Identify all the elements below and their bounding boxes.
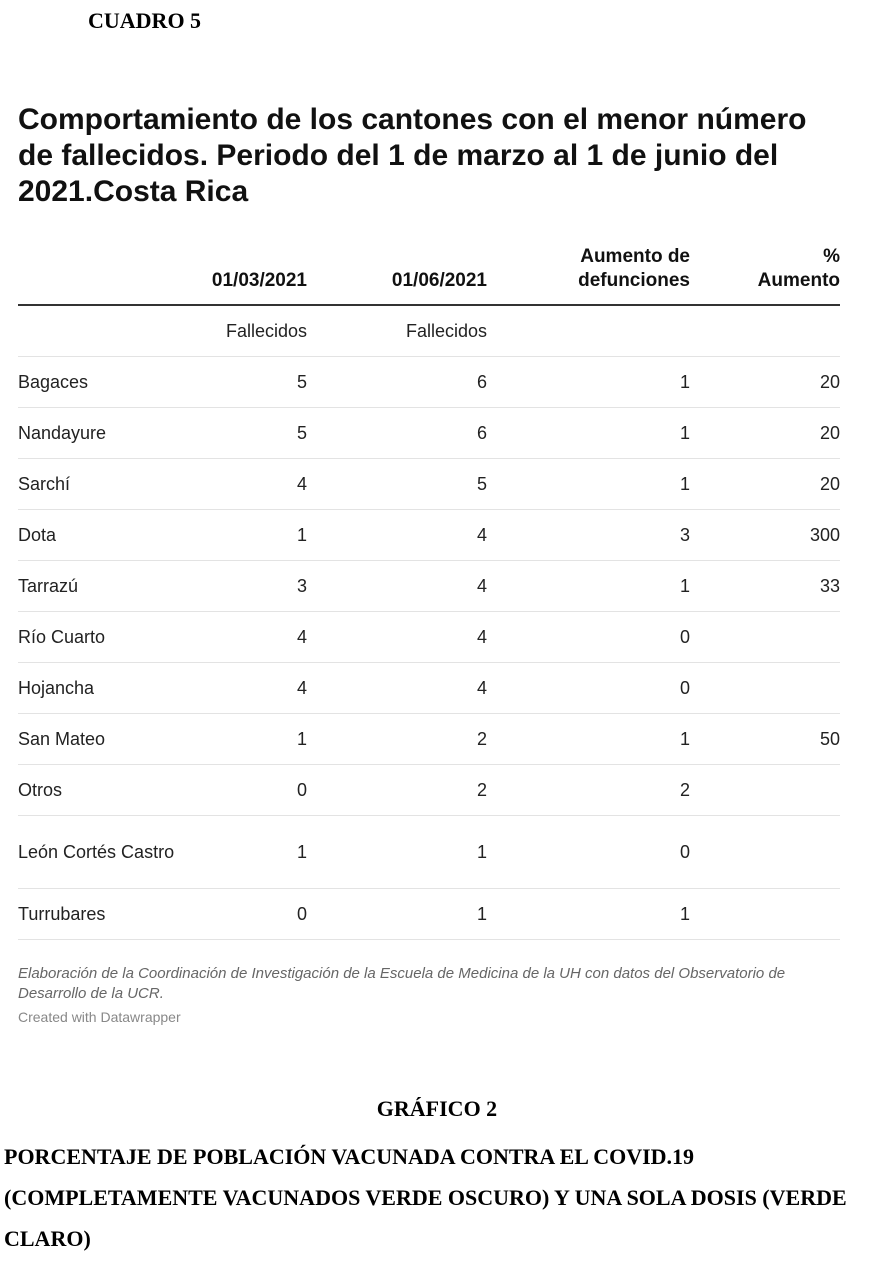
deaths-end-value: 1 [476,903,487,924]
source-note: Elaboración de la Coordinación de Investigación de la Escuela de Medicina de la UH con datos del Observatorio de Desarrollo de la UCR. [18,965,786,1002]
grafico-title: PORCENTAJE DE POBLACIÓN VACUNADA CONTRA EL COVID.19 (COMPLETAMENTE VACUNADOS VERDE OSCURO) Y UNA SOLA DOSIS (VERDE CLARO) [4,1144,847,1251]
table-row [18,714,840,765]
deaths-start-value: 0 [296,779,307,800]
header-percent-line2: Aumento [757,270,840,291]
canton-name: Turrubares [18,904,106,924]
canton-name: León Cortés Castro [18,842,175,862]
table-row [18,408,840,459]
table-row [18,459,840,510]
canton-name: Otros [18,780,63,800]
header-percent-increase [718,245,840,293]
increase-value: 0 [679,841,690,862]
deaths-start-value: 5 [296,422,307,443]
deaths-end-value: 2 [476,779,487,800]
deaths-start-value: 0 [296,903,307,924]
table-row [18,612,840,663]
deaths-start-value: 3 [296,575,307,596]
canton-name: Hojancha [18,678,95,698]
table-row [18,663,840,714]
header-increase-deaths [548,245,690,293]
canton-name: San Mateo [18,729,106,749]
data-table [18,240,840,940]
header-increase-line2: defunciones [578,270,690,291]
table-row [18,510,840,561]
increase-value: 1 [679,903,690,924]
subheader-deaths-start: Fallecidos [225,320,307,341]
deaths-start-value: 4 [296,473,307,494]
increase-value: 1 [679,422,690,443]
increase-value: 1 [679,371,690,392]
canton-name: Tarrazú [18,576,79,596]
percent-increase-value: 20 [819,371,840,392]
table-row [18,816,840,889]
cuadro-label: CUADRO 5 [88,8,202,33]
canton-name: Sarchí [18,474,71,494]
deaths-end-value: 5 [476,473,487,494]
deaths-end-value: 4 [476,677,487,698]
percent-increase-value [718,816,840,888]
increase-value: 2 [679,779,690,800]
subheader-deaths-end: Fallecidos [405,320,487,341]
percent-increase-value: 20 [819,473,840,494]
datawrapper-credit: Created with Datawrapper [18,1009,181,1025]
percent-increase-value: 33 [819,575,840,596]
table-title: Comportamiento de los cantones con el menor número de fallecidos. Periodo del 1 de marzo al 1 de junio del 2021.Costa Rica [18,103,807,208]
increase-value: 1 [679,575,690,596]
deaths-start-value: 4 [296,626,307,647]
canton-name: Río Cuarto [18,627,106,647]
table-row [18,889,840,940]
deaths-start-value: 5 [296,371,307,392]
table-row [18,357,840,408]
percent-increase-value [718,612,840,662]
increase-value: 0 [679,626,690,647]
deaths-end-value: 1 [476,841,487,862]
percent-increase-value [718,765,840,815]
percent-increase-value: 50 [819,728,840,749]
percent-increase-value: 20 [819,422,840,443]
deaths-start-value: 1 [296,524,307,545]
deaths-start-value: 4 [296,677,307,698]
header-increase-line1: Aumento de [580,246,690,267]
increase-value: 1 [679,473,690,494]
deaths-start-value: 1 [296,728,307,749]
deaths-end-value: 4 [476,626,487,647]
canton-name: Nandayure [18,423,107,443]
header-date-end: 01/06/2021 [391,270,487,291]
deaths-start-value: 1 [296,841,307,862]
canton-name: Bagaces [18,372,89,392]
table-row [18,561,840,612]
percent-increase-value [718,663,840,713]
deaths-end-value: 2 [476,728,487,749]
deaths-end-value: 6 [476,422,487,443]
percent-increase-value [718,889,840,939]
deaths-end-value: 4 [476,524,487,545]
header-date-start: 01/03/2021 [211,270,307,291]
header-percent-line1: % [823,246,840,267]
table-row [18,765,840,816]
subheader-row [18,306,840,357]
grafico-label: GRÁFICO 2 [376,1096,498,1121]
deaths-end-value: 4 [476,575,487,596]
increase-value: 0 [679,677,690,698]
table-header [18,240,840,306]
canton-name: Dota [18,525,57,545]
increase-value: 1 [679,728,690,749]
percent-increase-value: 300 [809,524,840,545]
deaths-end-value: 6 [476,371,487,392]
increase-value: 3 [679,524,690,545]
